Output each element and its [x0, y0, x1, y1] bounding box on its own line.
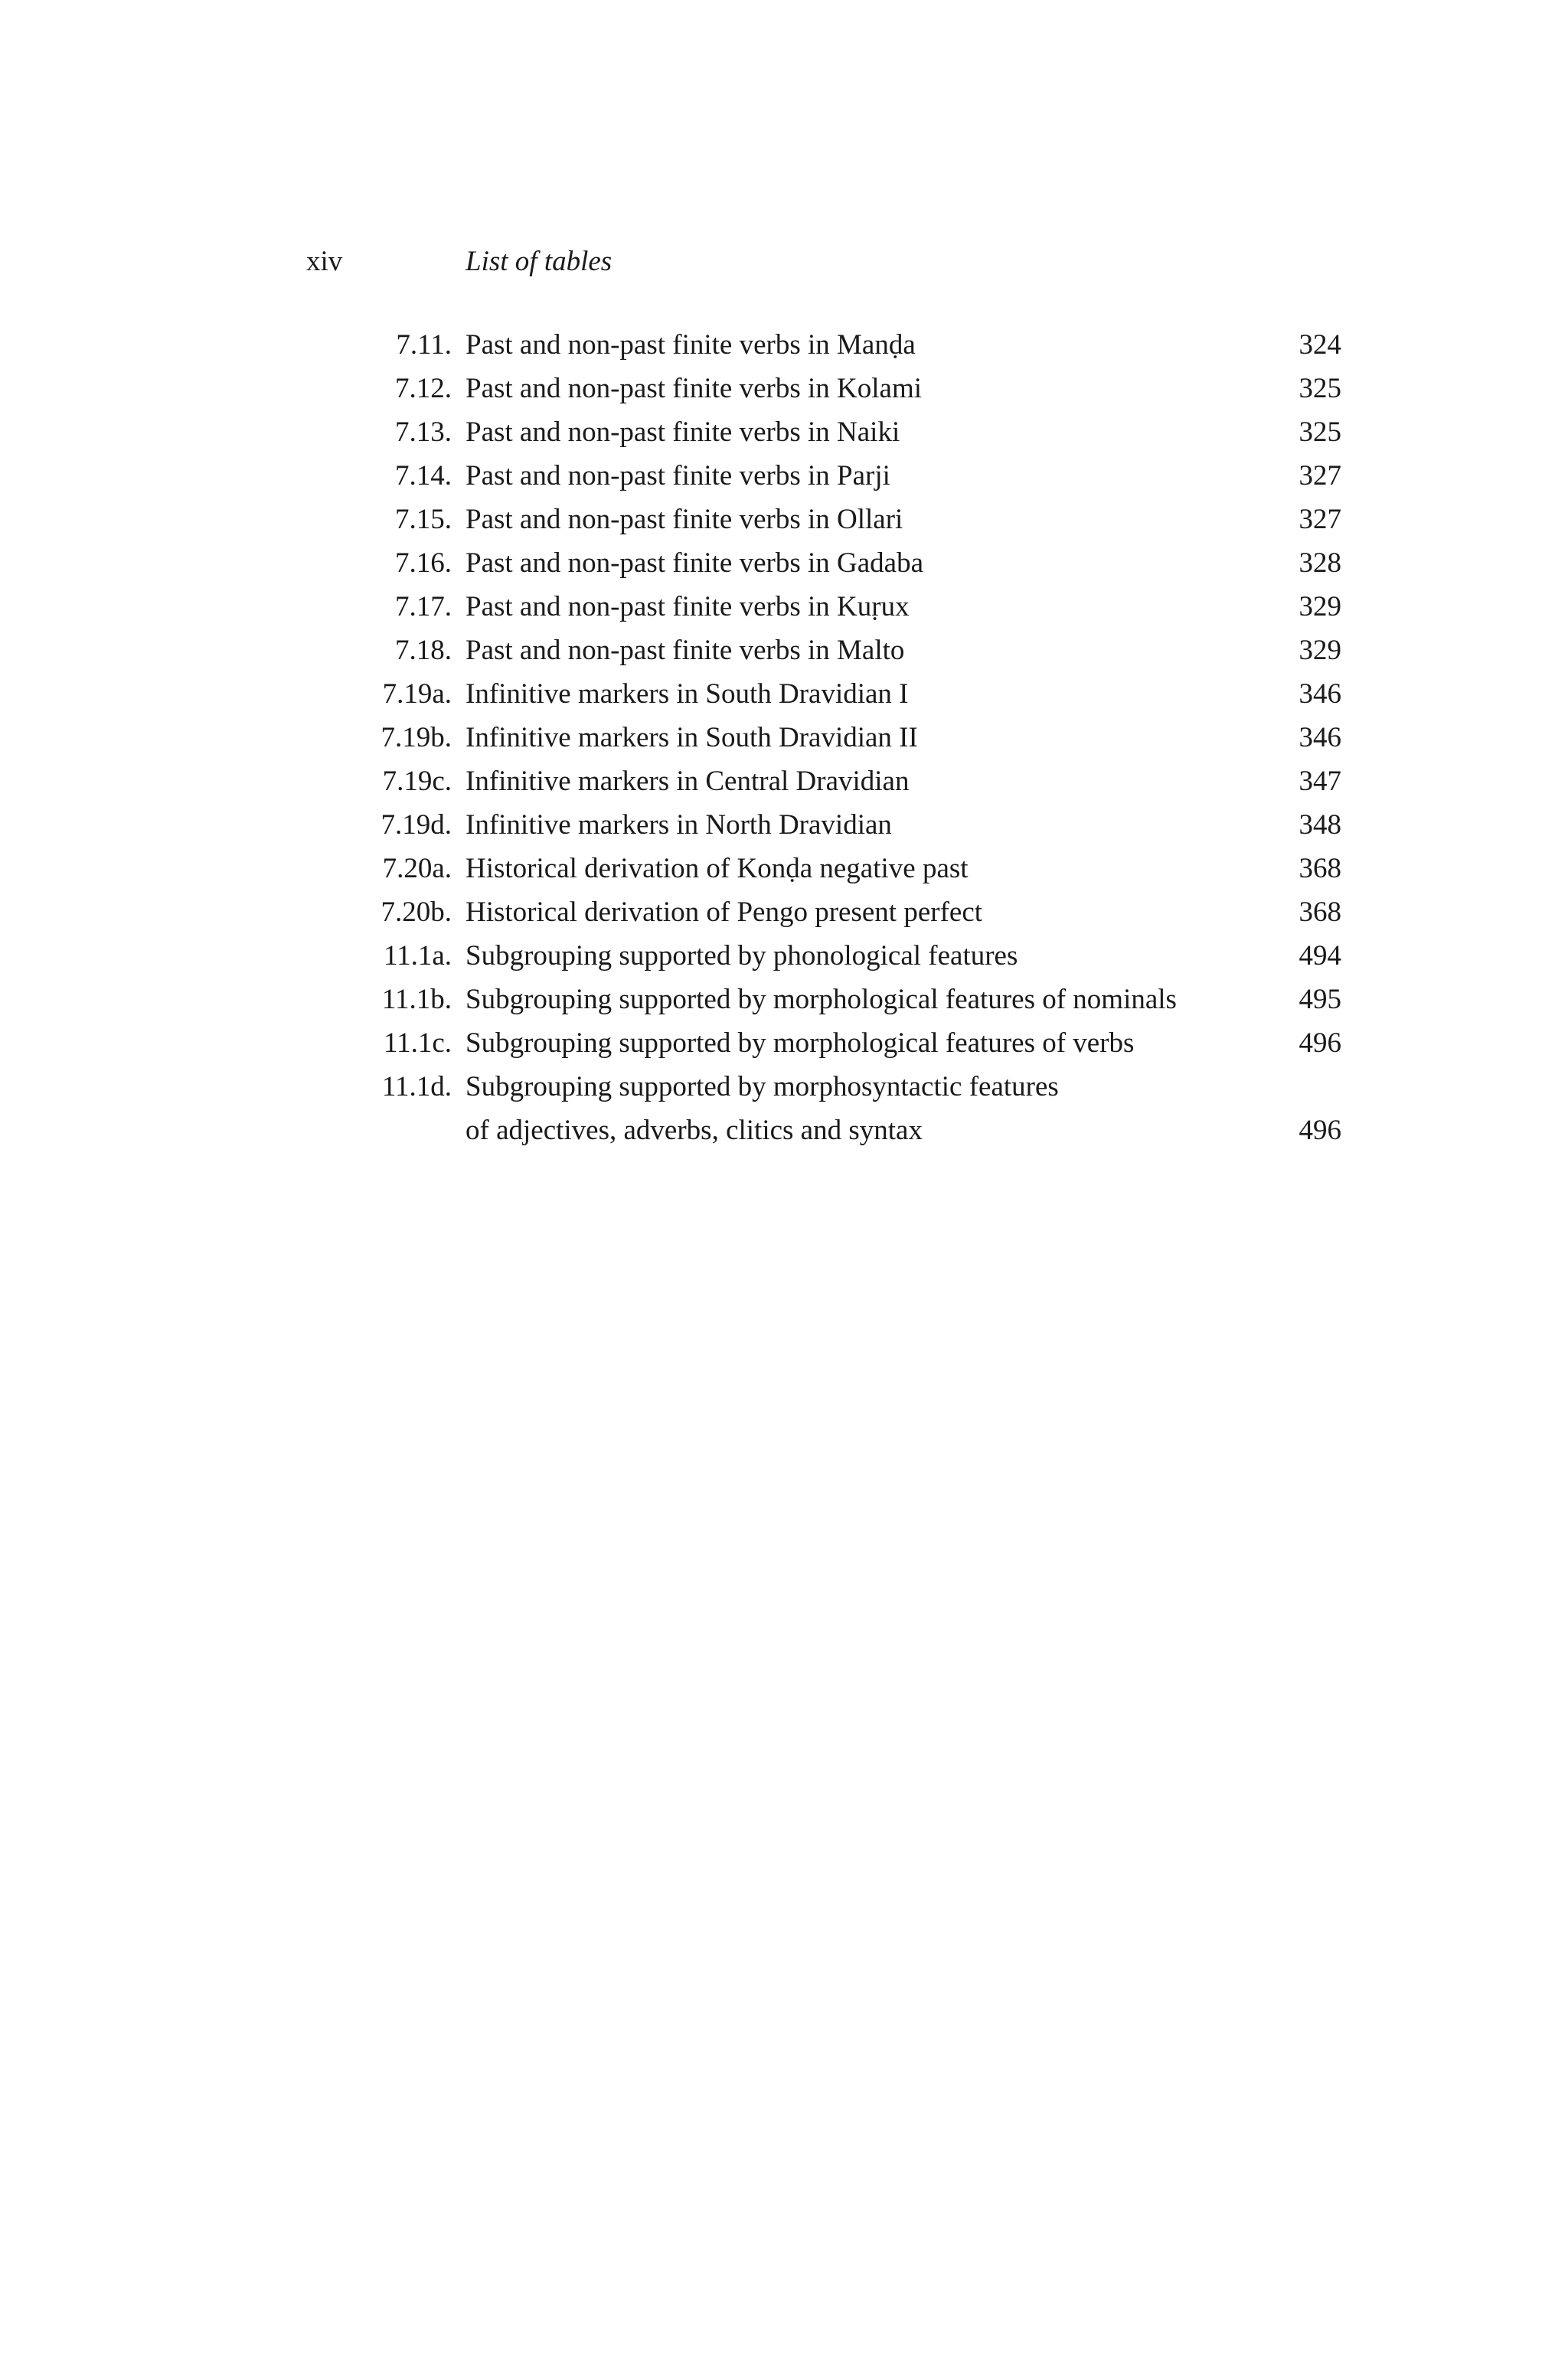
page-reference: 496	[1298, 1027, 1341, 1059]
table-title: Past and non-past finite verbs in Kolami	[466, 373, 923, 404]
table-title: Past and non-past finite verbs in Ollari	[466, 504, 903, 535]
table-title: Infinitive markers in South Dravidian I	[466, 678, 909, 710]
page-reference: 329	[1298, 591, 1341, 622]
table-number: 7.18.	[395, 635, 452, 666]
table-number: 7.19d.	[381, 809, 452, 841]
toc-entry	[0, 978, 1568, 1021]
toc-entry	[0, 323, 1568, 367]
table-number: 7.12.	[395, 373, 452, 404]
table-number: 7.19c.	[382, 766, 452, 797]
toc-entry	[0, 1065, 1568, 1152]
page-reference: 327	[1298, 460, 1341, 492]
table-title: Subgrouping supported by morphological features of verbs	[466, 1027, 1135, 1059]
toc-entry	[0, 454, 1568, 498]
page-reference: 346	[1298, 678, 1341, 710]
toc-entry	[0, 410, 1568, 454]
table-title: Past and non-past finite verbs in Parji	[466, 460, 890, 492]
list-of-tables	[0, 323, 1568, 1152]
running-title: List of tables	[466, 246, 612, 277]
toc-entry	[0, 847, 1568, 890]
table-number: 11.1d.	[381, 1071, 452, 1102]
table-title: Infinitive markers in North Dravidian	[466, 809, 892, 841]
toc-entry	[0, 498, 1568, 541]
table-number: 11.1c.	[383, 1027, 452, 1059]
page-number: xiv	[306, 246, 343, 277]
running-head	[0, 239, 1568, 285]
table-title: Past and non-past finite verbs in Malto	[466, 635, 905, 666]
toc-entry	[0, 803, 1568, 847]
page-reference: 368	[1298, 853, 1341, 884]
page-reference: 368	[1298, 896, 1341, 928]
toc-entry	[0, 716, 1568, 759]
table-number: 7.19b.	[381, 722, 452, 753]
page-reference: 325	[1298, 416, 1341, 448]
toc-entry	[0, 759, 1568, 803]
page-reference: 324	[1298, 329, 1341, 361]
toc-entry	[0, 934, 1568, 978]
toc-entry	[0, 629, 1568, 672]
table-title: Past and non-past finite verbs in Gadaba	[466, 547, 924, 579]
table-number: 7.19a.	[382, 678, 452, 710]
page-reference: 329	[1298, 635, 1341, 666]
table-title: Past and non-past finite verbs in Naiki	[466, 416, 900, 448]
table-number: 7.20b.	[381, 896, 452, 928]
table-number: 11.1b.	[381, 984, 452, 1015]
table-number: 7.14.	[395, 460, 452, 492]
page-reference: 496	[1298, 1115, 1341, 1146]
table-title: Infinitive markers in Central Dravidian	[466, 766, 910, 797]
page-reference: 494	[1298, 940, 1341, 972]
table-number: 7.17.	[395, 591, 452, 622]
toc-entry	[0, 585, 1568, 629]
page-reference: 348	[1298, 809, 1341, 841]
table-title: Past and non-past finite verbs in Manḍa	[466, 329, 916, 361]
table-title: Historical derivation of Pengo present perfect	[466, 896, 983, 928]
page-reference: 327	[1298, 504, 1341, 535]
toc-entry	[0, 1021, 1568, 1065]
page-reference: 495	[1298, 984, 1341, 1015]
table-number: 7.16.	[395, 547, 452, 579]
toc-entry	[0, 672, 1568, 716]
table-title: Subgrouping supported by morphosyntactic features	[466, 1071, 1059, 1102]
table-number: 7.13.	[395, 416, 452, 448]
table-title: Historical derivation of Konḍa negative past	[466, 853, 969, 884]
table-title: Subgrouping supported by phonological features	[466, 940, 1018, 972]
table-number: 11.1a.	[383, 940, 452, 972]
table-title: Infinitive markers in South Dravidian II	[466, 722, 918, 753]
toc-entry	[0, 367, 1568, 410]
table-title: Past and non-past finite verbs in Kuṛux	[466, 591, 910, 622]
table-number: 7.11.	[396, 329, 452, 361]
table-title: Subgrouping supported by morphological features of nominals	[466, 984, 1177, 1015]
table-number: 7.15.	[395, 504, 452, 535]
page-reference: 325	[1298, 373, 1341, 404]
toc-entry	[0, 541, 1568, 585]
page-reference: 346	[1298, 722, 1341, 753]
table-title-continued: of adjectives, adverbs, clitics and syntax	[466, 1115, 923, 1146]
page-reference: 347	[1298, 766, 1341, 797]
page-reference: 328	[1298, 547, 1341, 579]
toc-entry	[0, 890, 1568, 934]
table-number: 7.20a.	[382, 853, 452, 884]
